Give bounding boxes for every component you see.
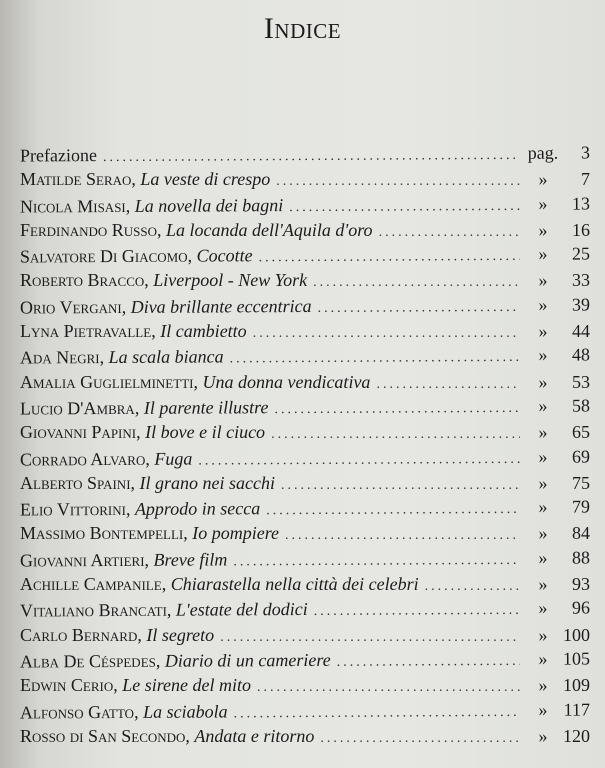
page-number: 100 [563,624,590,645]
toc-entry [20,169,590,194]
separator: , [125,499,135,520]
page-number: 93 [572,574,590,595]
separator: , [121,296,131,317]
page-marker: » [538,725,548,746]
entry-title: La novella dei bagni [134,194,284,216]
entry-title: Il cambietto [160,321,247,342]
entry-author: Alba De Céspedes [19,650,156,672]
toc-entry [20,244,590,272]
entry-author: Giovanni Papini [20,422,137,443]
dot-leader [318,300,520,317]
page-marker: » [538,169,548,190]
page-marker: » [538,219,548,240]
entry-author: Alberto Spaini [20,472,131,493]
page-marker: » [538,523,548,544]
dot-leader [281,478,520,494]
separator: , [136,422,146,443]
entry-author: Orio Vergani [19,296,122,318]
page-number: 7 [581,169,590,190]
toc-entry [20,193,590,221]
toc-entry [20,726,590,751]
page-marker: » [538,270,548,291]
page-number: 33 [572,270,590,291]
toc-entry [20,220,590,245]
entry-author: Salvatore Di Giacomo [19,245,188,267]
entry-author: Rosso di San Secondo [20,725,186,746]
toc-entry [20,270,590,295]
entry-author: Alfonso Gatto [19,701,135,723]
page-marker: » [538,598,548,619]
page-number: 53 [572,371,590,392]
page-number: 120 [563,725,590,746]
page-number: 25 [571,243,591,264]
page-number: 3 [580,142,591,163]
entry-title: Il segreto [146,624,215,645]
page-marker: » [538,243,548,264]
entry-title: Il bove e il ciuco [145,422,266,443]
separator: , [133,701,144,722]
toc-entry [20,648,590,676]
page-marker: » [538,422,548,443]
entry-author: Lyna Pietravalle [20,321,152,342]
page-number: 117 [563,699,591,720]
page-marker: » [538,648,548,669]
dot-leader [313,275,520,291]
toc-entry [20,598,590,626]
page-number: 79 [571,496,591,517]
toc-entry [20,395,590,423]
page-number: 109 [563,675,590,696]
toc-entry [20,497,590,525]
page-number: 88 [571,547,591,568]
table-of-contents [20,144,590,751]
entry-title: Breve film [153,549,228,570]
toc-entry [20,699,590,727]
entry-author: Giovanni Artieri [19,549,145,571]
entry-author: Ferdinando Russo [20,219,158,240]
entry-author: Lucio D'Ambra [19,397,135,419]
separator: , [185,725,195,746]
entry-title: Io pompiere [192,523,280,544]
entry-author: Achille Campanile [20,574,162,595]
toc-entry [20,345,590,373]
dot-leader [337,654,520,671]
page-marker: » [538,547,548,568]
page-number: 69 [571,446,591,467]
entry-title: Cocotte [196,245,253,266]
toc-entry [20,321,590,346]
dot-leader [379,225,520,241]
entry-title: Diva brillante eccentrica [130,295,312,317]
page-marker: » [538,294,548,315]
separator: , [166,600,176,621]
page-marker: » [538,574,548,595]
page-marker: pag. [527,142,559,163]
entry-title: Le sirene del mito [122,675,252,696]
dot-leader [376,377,520,393]
page-marker: » [538,321,548,342]
dot-leader [425,579,520,595]
entry-title: Andata e ritorno [194,725,315,746]
separator: , [113,675,123,696]
entry-author: Edwin Cerio [20,675,114,696]
toc-entry [20,422,590,447]
dot-leader [285,528,520,544]
entry-title: La veste di crespo [140,169,271,190]
separator: , [134,397,144,418]
dot-leader [234,704,521,721]
dot-leader [230,350,520,368]
dot-leader [253,326,520,342]
entry-title: Diario di un cameriere [164,649,331,671]
dot-leader [220,630,520,646]
page-marker: » [538,345,548,366]
entry-title: La scala bianca [108,346,224,368]
page-marker: » [538,193,548,214]
dot-leader [103,148,520,166]
page-number: 75 [572,472,590,493]
toc-entry [20,372,590,397]
page-number: 13 [571,193,591,214]
entry-author: Massimo Bontempelli [20,523,184,544]
separator: , [145,448,155,469]
dot-leader [259,249,521,266]
toc-entry [20,294,590,322]
separator: , [151,321,161,342]
separator: , [193,371,203,392]
page-marker: » [538,472,548,493]
separator: , [187,245,197,266]
entry-title: Una donna vendicativa [202,371,371,392]
page-title: Indice [263,12,342,45]
page-number: 105 [562,648,591,669]
dot-leader [266,502,520,519]
entry-author: Matilde Serao [20,169,132,190]
dot-leader [276,174,520,190]
toc-entry [20,625,590,650]
toc-entry [20,547,590,575]
page-marker: » [538,624,548,645]
separator: , [144,270,154,291]
separator: , [137,624,147,645]
toc-entry [20,675,590,700]
entry-title: La locanda dell'Aquila d'oro [166,219,373,240]
separator: , [125,195,135,216]
entry-title: Approdo in secca [134,498,261,520]
page-number: 96 [571,597,591,618]
entry-author: Elio Vittorini [19,499,126,520]
dot-leader [314,603,520,620]
entry-title: Chiarastella nella città dei celebri [170,574,419,595]
toc-entry [20,143,590,171]
page-marker: » [538,675,548,696]
separator: , [131,169,141,190]
page-marker: » [538,395,548,416]
entry-author: Vitaliano Brancati [19,600,167,621]
dot-leader [274,401,520,418]
entry-author: Carlo Bernard [20,624,138,645]
separator: , [161,574,171,595]
entry-title: L'estate del dodici [175,599,308,621]
separator: , [144,549,154,570]
page-marker: » [538,699,548,720]
toc-entry [20,473,590,498]
page-number: 16 [572,219,590,240]
page-number: 44 [572,321,590,342]
dot-leader [271,427,520,443]
toc-entry [20,446,590,474]
entry-author: Amalia Guglielminetti [20,371,194,392]
page-marker: » [538,496,548,517]
dot-leader [320,731,520,747]
toc-entry [20,523,590,548]
entry-title: Fuga [154,448,193,469]
page-number: 48 [571,344,591,365]
page-number: 84 [572,523,590,544]
page-marker: » [538,446,548,467]
entry-title: Prefazione [19,145,98,166]
toc-entry [20,574,590,599]
entry-author: Nicola Misasi [19,195,126,217]
separator: , [130,472,140,493]
separator: , [183,523,193,544]
dot-leader [257,680,520,696]
entry-title: Il parente illustre [143,397,269,418]
separator: , [99,347,109,368]
entry-author: Roberto Bracco [20,270,145,291]
entry-author: Ada Negri [19,347,100,368]
page-marker: » [538,371,548,392]
page-number: 39 [571,294,591,315]
entry-title: La sciabola [142,700,228,722]
entry-title: Liverpool - New York [153,270,308,291]
separator: , [157,219,167,240]
page-number: 58 [571,395,591,416]
dot-leader [233,553,520,571]
page-number: 65 [572,422,590,443]
entry-author: Corrado Alvaro [19,448,146,470]
separator: , [155,650,165,671]
entry-title: Il grano nei sacchi [139,472,276,493]
dot-leader [198,451,520,469]
dot-leader [289,198,520,215]
